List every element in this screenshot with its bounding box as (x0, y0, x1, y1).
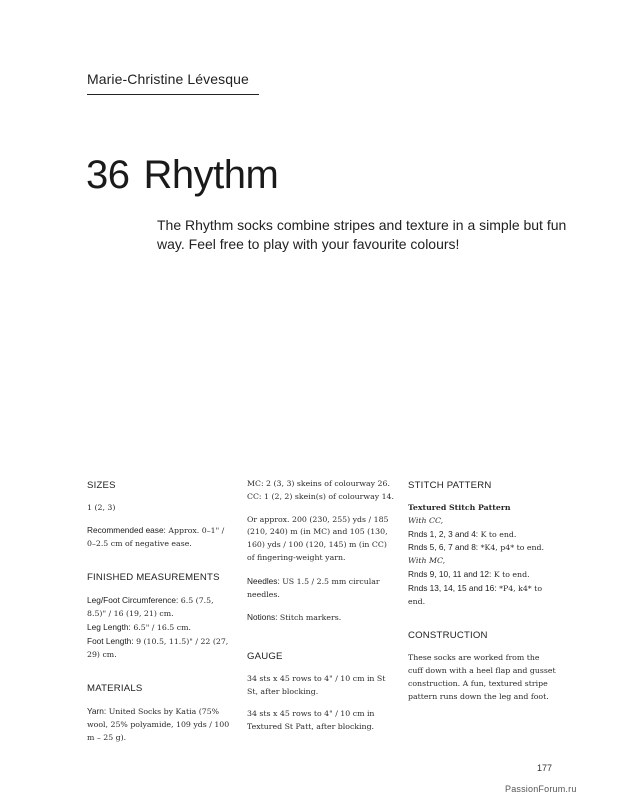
construction-text: These socks are worked from the cuff down with a heel flap and gusset construction. A fun, textured stripe pattern runs down the leg and foot. (408, 653, 556, 701)
r3-text: K to end. (493, 569, 530, 579)
leg-label: Leg Length: (87, 621, 131, 632)
foot-length (87, 635, 235, 662)
needles-text: US 1.5 / 2.5 mm circular needles. (247, 576, 380, 599)
r4-text: *P4, k4* to end. (408, 583, 543, 606)
finished-heading: FINISHED MEASUREMENTS (87, 572, 220, 584)
intro-text: The Rhythm socks combine stripes and texture in a simple but fun way. Feel free to play with your favourite colours! (157, 217, 567, 252)
materials-heading: MATERIALS (87, 683, 143, 695)
notions-text: Stitch markers. (279, 613, 342, 623)
author-name: Marie-Christine Lévesque (87, 71, 259, 95)
gauge-heading: GAUGE (247, 651, 283, 663)
r1-label: Rnds 1, 2, 3 and 4: (408, 528, 479, 539)
sizes-heading: SIZES (87, 480, 116, 491)
round-4 (408, 582, 556, 609)
mc-text: MC: 2 (3, 3) skeins of colourway 26. (247, 479, 390, 488)
yarn-alternative: Or approx. 200 (230, 255) yds / 185 (210, 240) m (in MC) and 105 (130, 160) yds / 100 (120, 145) m (in CC) of fingering-weight yarn. (247, 514, 389, 562)
r2-label: Rnds 5, 6, 7 and 8: (408, 542, 479, 553)
r2-text: *K4, p4* to end. (480, 543, 544, 553)
sizes-value: 1 (2, 3) (87, 503, 116, 512)
round-1 (408, 528, 556, 542)
ease-text: Approx. 0–1" / 0–2.5 cm of negative ease. (87, 525, 225, 548)
notions (247, 611, 395, 625)
leg-text: 6.5" / 16.5 cm. (133, 622, 191, 632)
recommended-ease (87, 524, 235, 551)
r4-label: Rnds 13, 14, 15 and 16: (408, 582, 497, 593)
ease-label: Recommended ease: (87, 524, 166, 535)
round-3 (408, 568, 556, 582)
yarn (87, 705, 235, 744)
pattern-title (86, 150, 278, 200)
with-cc: With CC, (408, 515, 444, 525)
watermark: PassionForum.ru (505, 784, 577, 794)
yarn-label: Yarn: (87, 706, 107, 717)
yarn-text: United Socks by Katia (75% wool, 25% polyamide, 109 yds / 100 m – 25 g). (87, 707, 230, 742)
construction-heading: CONSTRUCTION (408, 630, 488, 642)
with-mc: With MC, (408, 556, 446, 566)
gauge-stst: 34 sts x 45 rows to 4" / 10 cm in St St, after blocking. (247, 674, 386, 696)
round-2 (408, 541, 556, 555)
column-2 (247, 478, 395, 742)
r3-label: Rnds 9, 10, 11 and 12: (408, 568, 492, 579)
stitch-heading: STITCH PATTERN (408, 480, 492, 491)
yarn-colours (247, 478, 395, 504)
leg-length (87, 621, 235, 635)
stitch-pattern-block (408, 502, 556, 608)
column-1 (87, 466, 235, 754)
circ-label: Leg/Foot Circumference: (87, 595, 179, 606)
pattern-number: 36 (86, 153, 130, 197)
column-3 (408, 466, 556, 713)
gauge-textured: 34 sts x 45 rows to 4" / 10 cm in Textured St Patt, after blocking. (247, 708, 375, 731)
stitch-title: Textured Stitch Pattern (408, 503, 511, 512)
circumference (87, 594, 235, 621)
circ-text: 6.5 (7.5, 8.5)" / 16 (19, 21) cm. (87, 596, 214, 619)
foot-label: Foot Length: (87, 635, 134, 646)
pattern-name: Rhythm (143, 153, 279, 197)
page-number: 177 (537, 763, 553, 773)
cc-text: CC: 1 (2, 2) skein(s) of colourway 14. (247, 491, 394, 501)
notions-label: Notions: (247, 612, 278, 623)
needles (247, 575, 395, 602)
r1-text: K to end. (480, 529, 517, 539)
foot-text: 9 (10.5, 11.5)" / 22 (27, 29) cm. (87, 636, 229, 659)
needles-label: Needles: (247, 575, 280, 586)
